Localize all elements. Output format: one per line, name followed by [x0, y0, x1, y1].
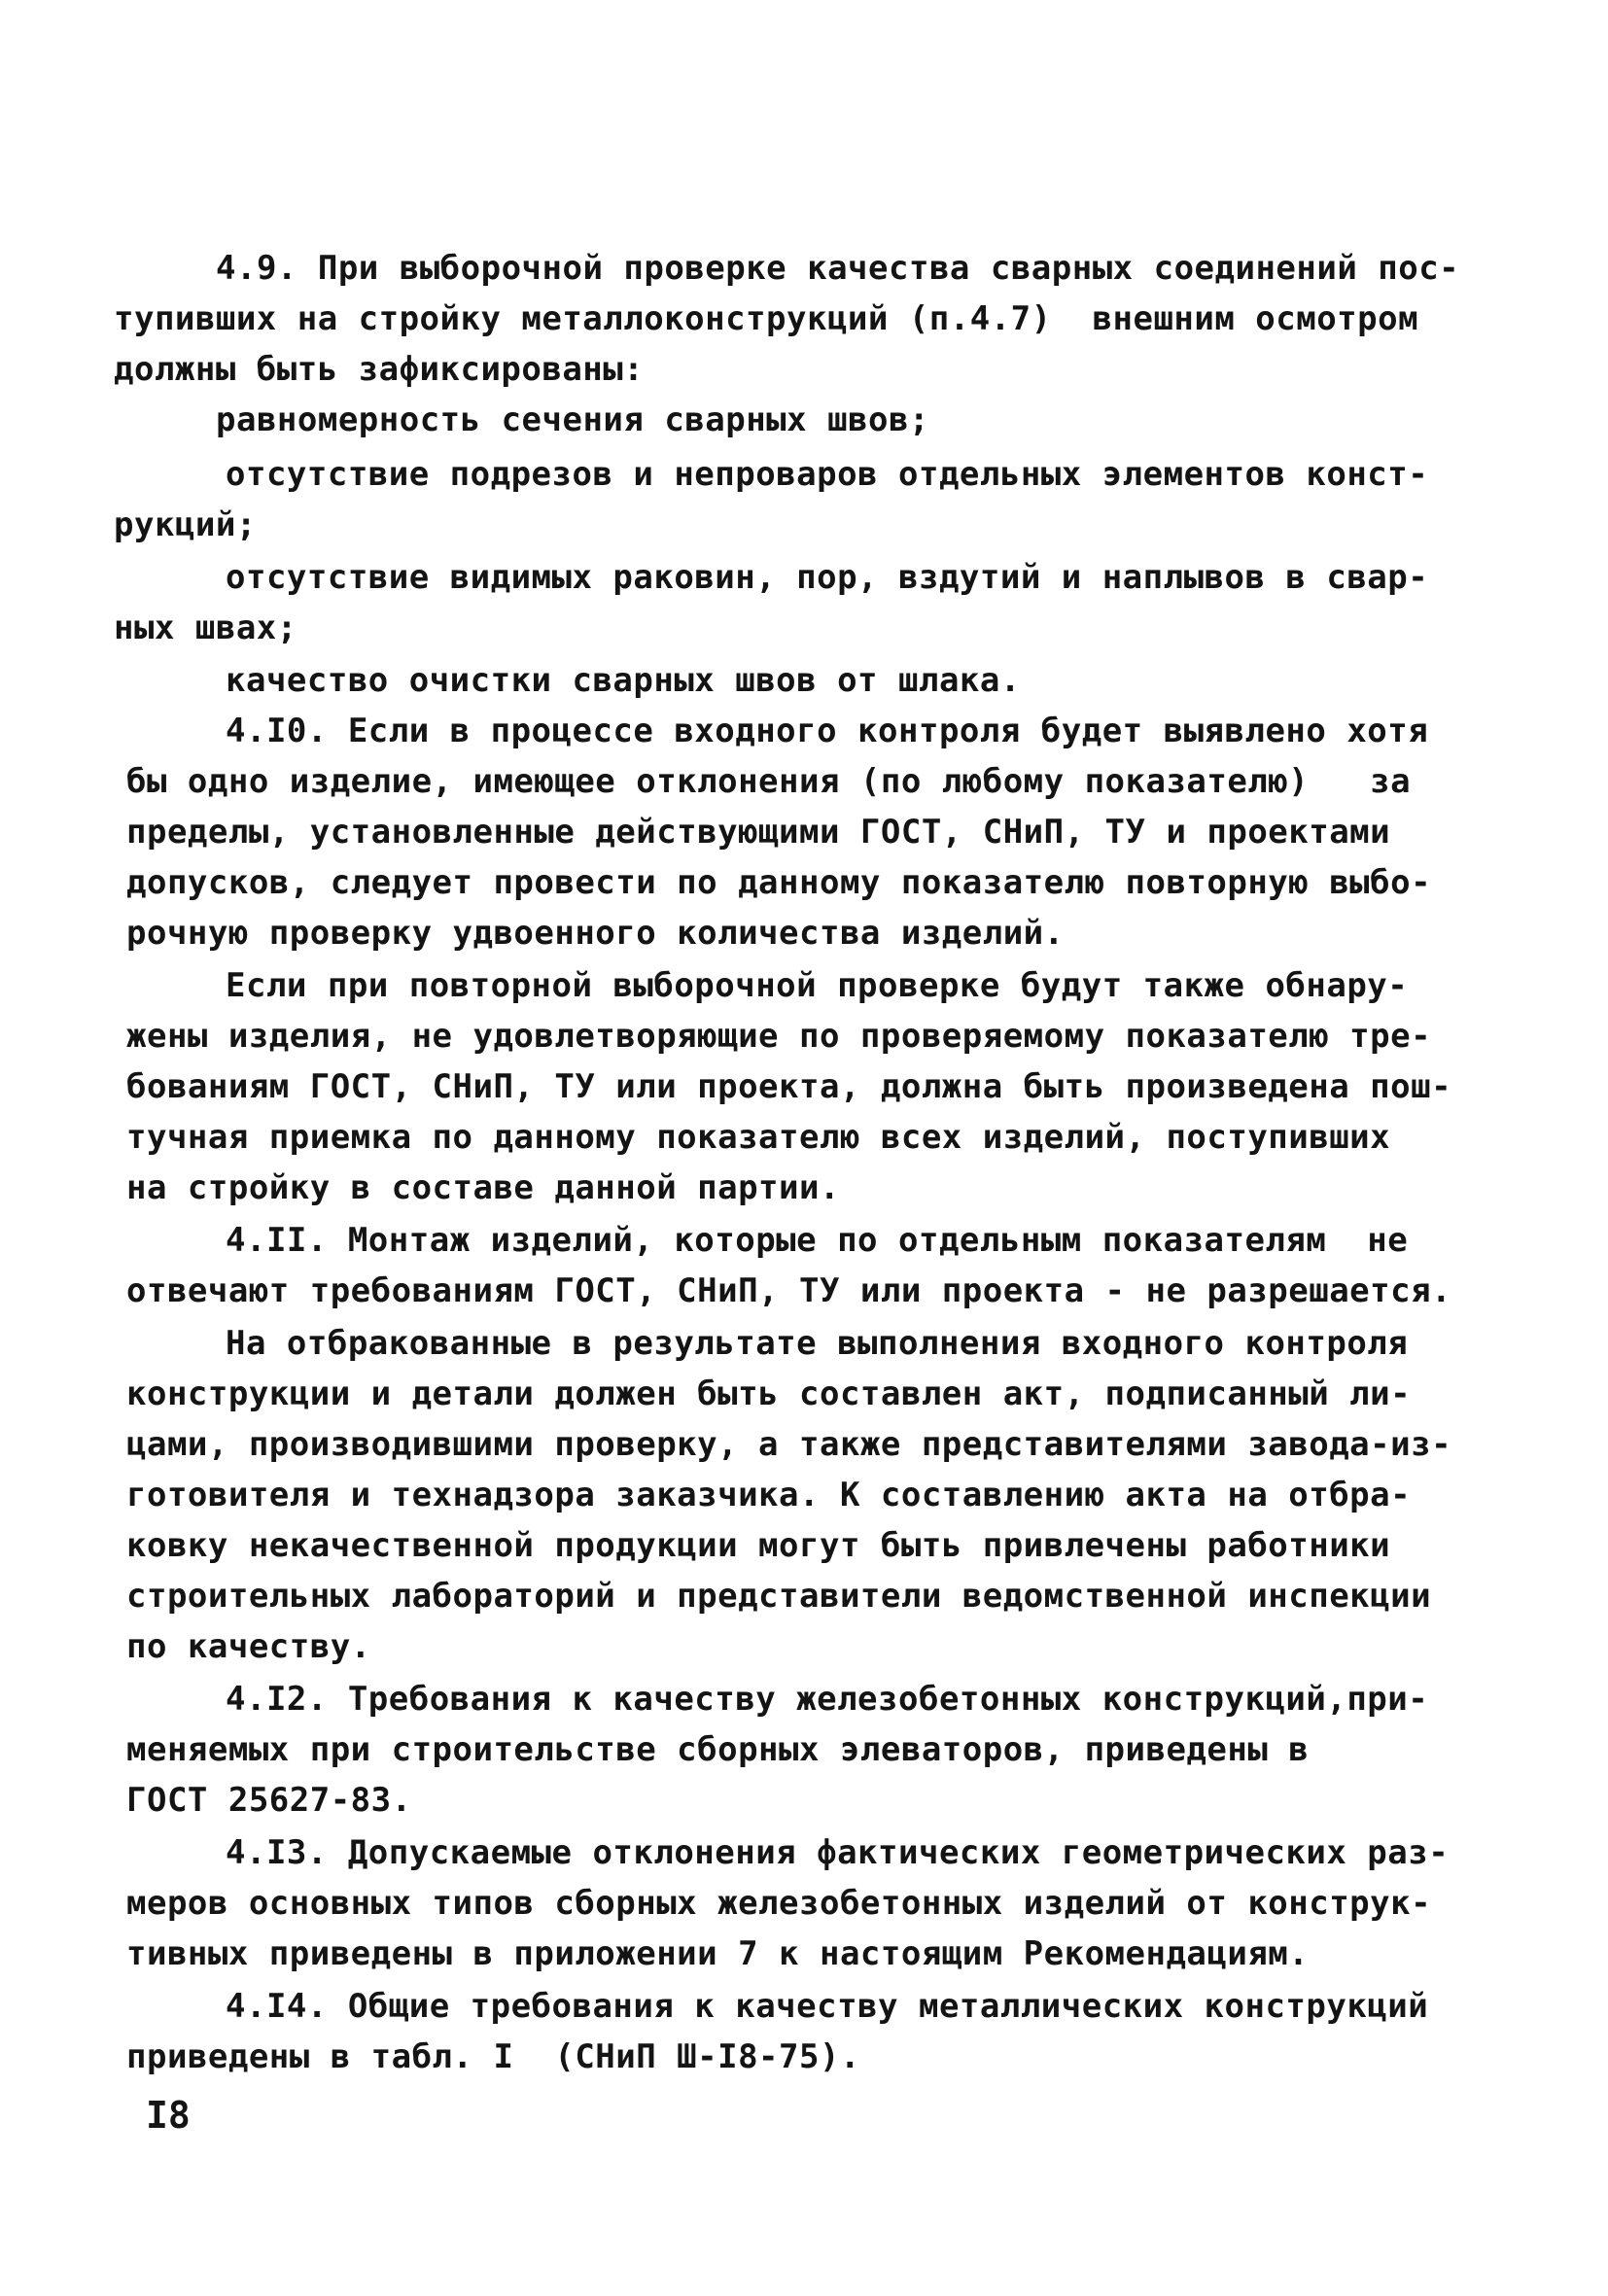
text-line: рочную проверку удвоенного количества изделий. — [126, 914, 1065, 953]
text-line: равномерность сечения сварных швов; — [216, 400, 929, 439]
text-line: жены изделия, не удовлетворяющие по проверяемому показателю тре- — [126, 1017, 1432, 1056]
page-number: I8 — [146, 2094, 191, 2137]
text-line: должны быть зафиксированы: — [114, 350, 645, 389]
text-line: 4.I4. Общие требования к качеству металлических конструкций — [226, 1987, 1429, 2026]
text-line: отвечают требованиям ГОСТ, СНиП, ТУ или проекта - не разрешается. — [126, 1271, 1452, 1310]
text-line: тупивших на стройку металлоконструкций (п.4.7) внешним осмотром — [114, 299, 1419, 338]
text-line: строительных лабораторий и представители ведомственной инспекции — [126, 1577, 1432, 1616]
text-line: 4.I2. Требования к качеству железобетонных конструкций,при- — [226, 1680, 1429, 1719]
text-line: пределы, установленные действующими ГОСТ, СНиП, ТУ и проектами — [126, 813, 1391, 852]
text-line: ковку некачественной продукции могут быть привлечены работники — [126, 1526, 1391, 1565]
text-line: 4.I3. Допускаемые отклонения фактических геометрических раз- — [226, 1833, 1450, 1872]
text-line: бованиям ГОСТ, СНиП, ТУ или проекта, должна быть произведена пош- — [126, 1067, 1452, 1106]
text-line: приведены в табл. I (СНиП Ш-I8-75). — [126, 2037, 860, 2076]
text-line: готовителя и технадзора заказчика. К составлению акта на отбра- — [126, 1476, 1412, 1514]
text-line: На отбракованные в результате выполнения входного контроля — [226, 1324, 1409, 1363]
text-line: отсутствие видимых раковин, пор, вздутий и наплывов в свар- — [226, 558, 1429, 597]
text-line: отсутствие подрезов и непроваров отдельных элементов конст- — [226, 455, 1429, 494]
text-line: бы одно изделие, имеющее отклонения (по любому показателю) за — [126, 762, 1412, 801]
text-line: Если при повторной выборочной проверке будут также обнару- — [226, 966, 1409, 1005]
text-line: 4.9. При выборочной проверке качества сварных соединений пос- — [216, 249, 1460, 288]
text-line: ГОСТ 25627-83. — [126, 1781, 412, 1820]
text-line: ных швах; — [114, 609, 297, 647]
text-line: по качеству. — [126, 1627, 371, 1666]
text-line: конструкции и детали должен быть составлен акт, подписанный ли- — [126, 1374, 1412, 1413]
text-line: тивных приведены в приложении 7 к настоящим Рекомендациям. — [126, 1934, 1310, 1973]
text-line: меняемых при строительстве сборных элеваторов, приведены в — [126, 1730, 1310, 1769]
text-line: допусков, следует провести по данному показателю повторную выбо- — [126, 863, 1432, 902]
text-line: на стройку в составе данной партии. — [126, 1168, 840, 1207]
text-line: 4.I0. Если в процессе входного контроля будет выявлено хотя — [226, 712, 1429, 750]
text-line: 4.II. Монтаж изделий, которые по отдельным показателям не — [226, 1221, 1409, 1260]
text-line: рукций; — [114, 505, 257, 544]
text-line: качество очистки сварных швов от шлака. — [226, 661, 1021, 700]
text-line: меров основных типов сборных железобетонных изделий от конструк- — [126, 1884, 1432, 1923]
text-line: цами, производившими проверку, а также представителями завода-из- — [126, 1425, 1452, 1464]
text-line: тучная приемка по данному показателю всех изделий, поступивших — [126, 1118, 1391, 1157]
